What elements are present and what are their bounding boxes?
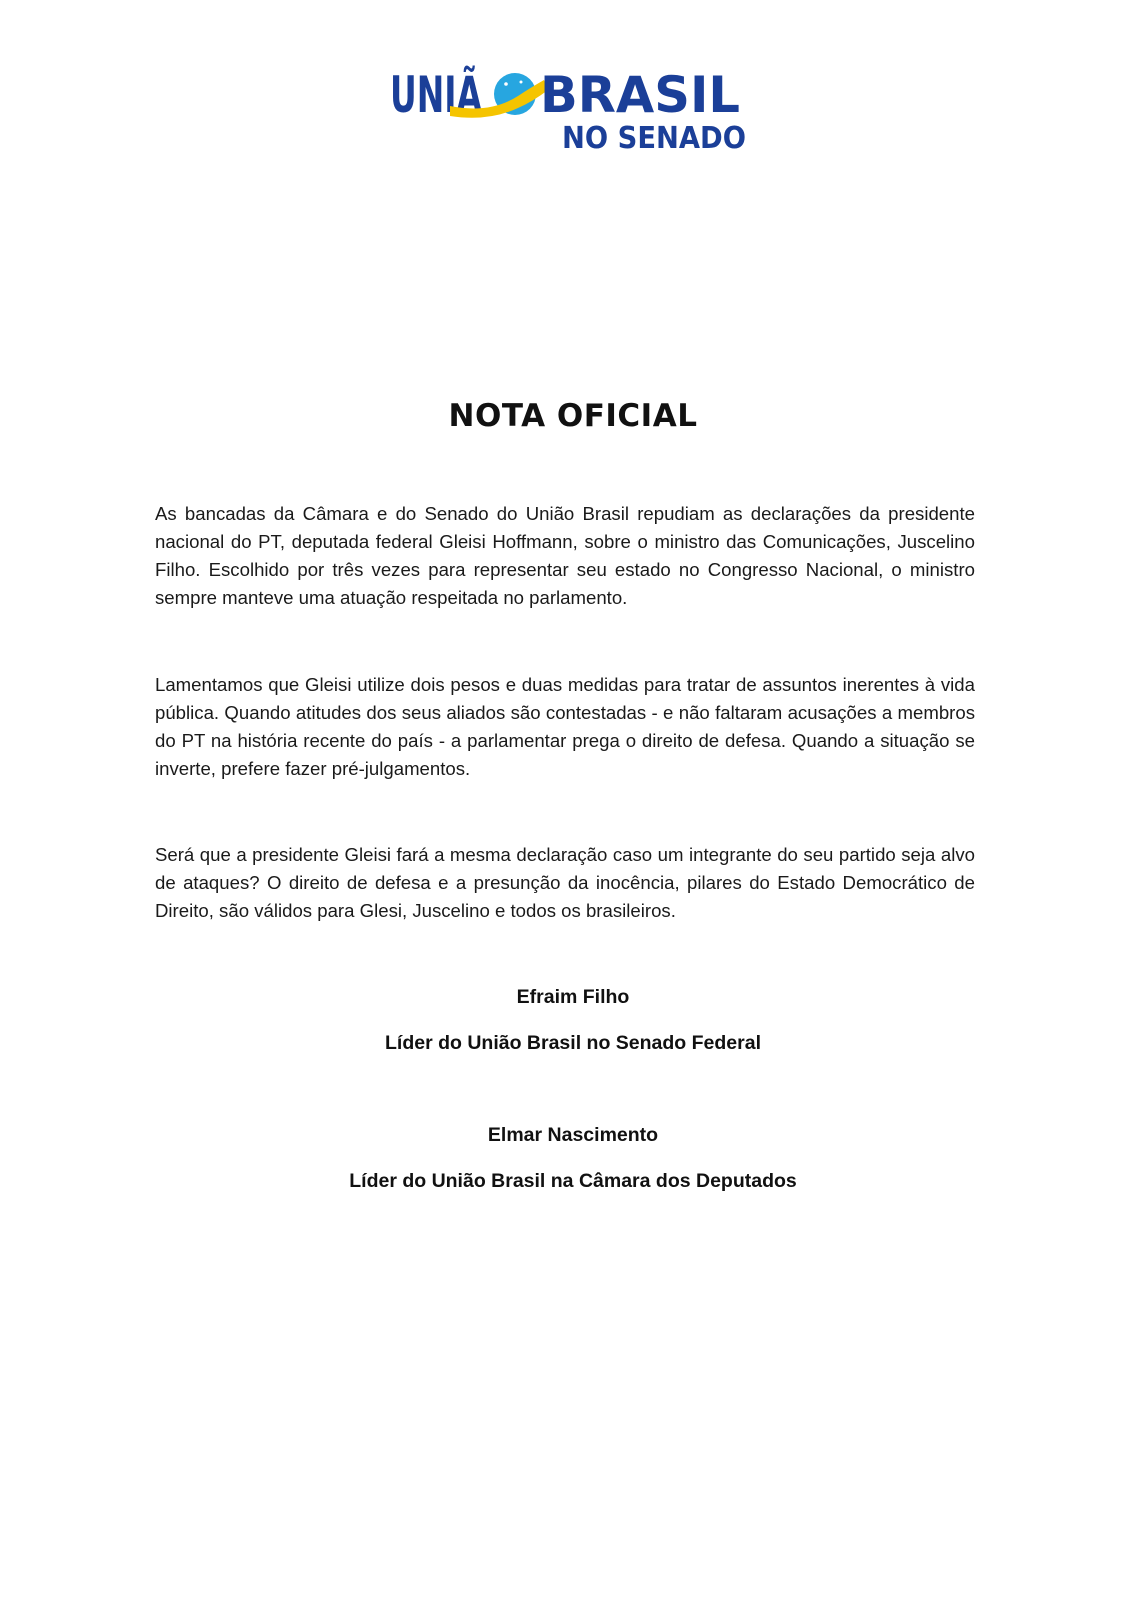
- logo-subtitle: NO SENADO: [562, 121, 746, 154]
- logo-text-brasil: BRASIL: [540, 66, 740, 124]
- paragraph-3: Será que a presidente Gleisi fará a mesma declaração caso um integrante do seu partido seja alvo de ataques? O direito de defesa e a presunção da inocência, pilares do Estado Democrático de Direito, são válidos para Glesi, Juscelino e todos os brasileiros.: [155, 844, 975, 921]
- logo-text-uniao: UNIÃ: [390, 66, 530, 124]
- signature-name: Elmar Nascimento: [487, 1124, 659, 1146]
- signature-name: Efraim Filho: [516, 986, 630, 1008]
- page-title: NOTA OFICIAL: [448, 398, 698, 434]
- paragraph-1: As bancadas da Câmara e do Senado do União Brasil repudiam as declarações da presidente nacional do PT, deputada federal Gleisi Hoffmann, sobre o ministro das Comunicações, Juscelino Filho. Escolhido por três vezes para representar seu estado no Congresso Nacional, o ministro sempre manteve uma atuação respeitada no parlamento.: [155, 503, 975, 608]
- logo-graphic: [390, 62, 750, 154]
- star-icon: [504, 82, 508, 86]
- signature-role: Líder do União Brasil na Câmara dos Deputados: [349, 1170, 797, 1192]
- star-icon: [520, 81, 523, 84]
- signature-role: Líder do União Brasil no Senado Federal: [385, 1032, 761, 1054]
- paragraph-2: Lamentamos que Gleisi utilize dois pesos e duas medidas para tratar de assuntos inerentes à vida pública. Quando atitudes dos seus aliados são contestadas - e não faltaram acusações a membros do PT na história recente do país - a parlamentar prega o direito de defesa. Quando a situação se inverte, prefere fazer pré-julgamentos.: [155, 674, 975, 779]
- union-brasil-logo: [390, 62, 750, 154]
